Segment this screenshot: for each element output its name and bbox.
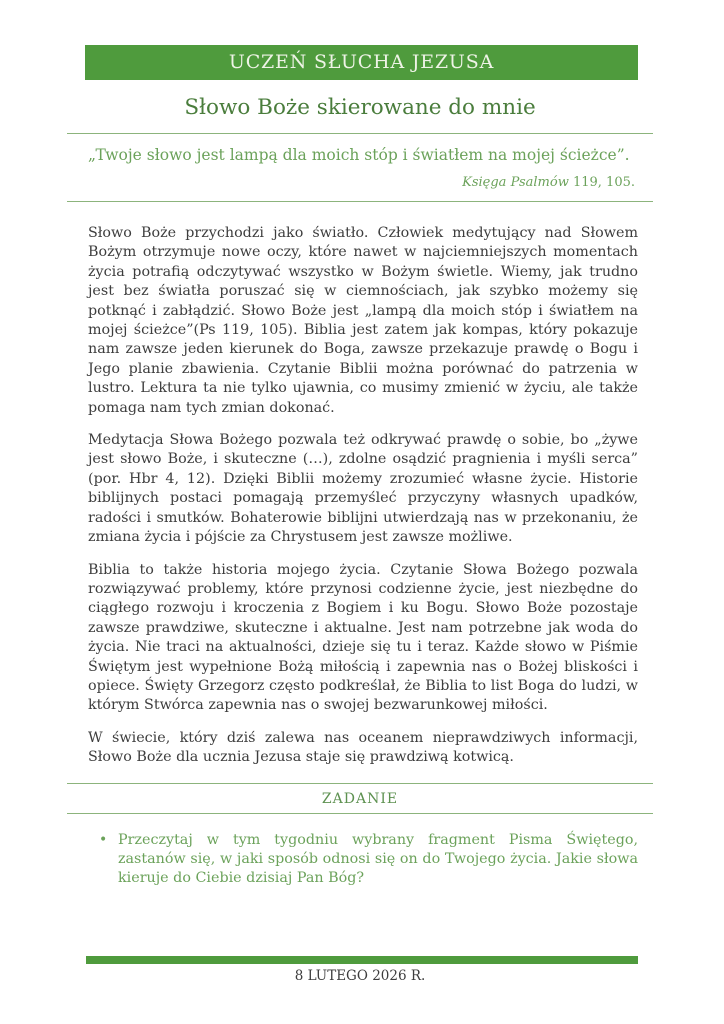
paragraph: Słowo Boże przychodzi jako światło. Człowiek medytujący nad Słowem Bożym otrzymuje nowe oczy, które nawet w najciemniejszych momentach życia potrafią odczytywać wszystko w Bożym świetle. Wiemy, jak trudno jest bez światła poruszać się w ciemnościach, jak szybko możemy się potknąć i zabłądzić. Słowo Boże jest „lampą dla moich stóp i światłem na mojej ścieżce”(Ps 119, 105). Biblia jest zatem jak kompas, który pokazuje nam zawsze jeden kierunek do Boga, zawsze przekazuje prawdę o Bogu i Jego planie zbawienia. Czytanie Biblii można porównać do patrzenia w lustro. Lektura ta nie tylko ujawnia, co musimy zmienić w życiu, ale także pomaga nam tych zmian dokonać. bbox=[88, 225, 638, 416]
task-text: Przeczytaj w tym tygodniu wybrany fragment Pisma Świętego, zastanów się, w jaki sposób odnosi się on do Twojego życia. Jakie słowa kieruje do Ciebie dzisiaj Pan Bóg? bbox=[118, 831, 638, 887]
scripture-quote: „Twoje słowo jest lampą dla moich stóp i światłem na mojej ścieżce”. bbox=[88, 146, 630, 164]
footer-date: 8 LUTEGO 2026 R. bbox=[294, 968, 426, 984]
task-body bbox=[67, 814, 653, 889]
task-section bbox=[67, 783, 653, 814]
task-list-item bbox=[88, 831, 638, 889]
quote-source-title: Księga Psalmów bbox=[462, 175, 569, 190]
body-text bbox=[67, 202, 653, 768]
bullet-icon: • bbox=[99, 831, 108, 848]
header-banner: UCZEŃ SŁUCHA JEZUSA bbox=[85, 45, 638, 80]
page-footer bbox=[67, 956, 653, 984]
quote-block bbox=[67, 134, 653, 201]
page-title: Słowo Boże skierowane do mnie bbox=[184, 95, 536, 120]
paragraph: Biblia to także historia mojego życia. Czytanie Słowa Bożego pozwala rozwiązywać problemy, które przynosi codzienne życie, jest niezbędne do ciągłego rozwoju i kroczenia z Bogiem i ku Bogu. Słowo Boże pozostaje zawsze prawdziwe, skuteczne i aktualne. Jest nam potrzebne jak woda do życia. Nie traci na aktualności, dzieje się tu i teraz. Każde słowo w Piśmie Świętym jest wypełnione Bożą miłością i zapewnia nas o Bożej bliskości i opiece. Święty Grzegorz często podkreślał, że Biblia to list Boga do ludzi, w którym Stwórca zapewnia nas o swojej bezwarunkowej miłości. bbox=[88, 561, 638, 714]
paragraph: Medytacja Słowa Bożego pozwala też odkrywać prawdę o sobie, bo „żywe jest słowo Boże, i skuteczne (…), zdolne osądzić pragnienia i myśli serca” (por. Hbr 4, 12). Dzięki Biblii możemy zrozumieć własne życie. Historie biblijnych postaci pomagają przemyśleć przyczyny własnych upadków, radości i smutków. Bohaterowie biblijni utwierdzają nas w przekonaniu, że zmiana życia i pójście za Chrystusem jest zawsze możliwe. bbox=[88, 432, 638, 546]
footer-bar bbox=[86, 956, 638, 964]
paragraph: W świecie, który dziś zalewa nas oceanem nieprawdziwych informacji, Słowo Boże dla ucznia Jezusa staje się prawdziwą kotwicą. bbox=[88, 729, 638, 766]
document-page bbox=[67, 45, 653, 889]
task-heading: ZADANIE bbox=[321, 790, 399, 807]
quote-source-ref: 119, 105. bbox=[572, 175, 635, 190]
quote-source bbox=[88, 175, 635, 190]
